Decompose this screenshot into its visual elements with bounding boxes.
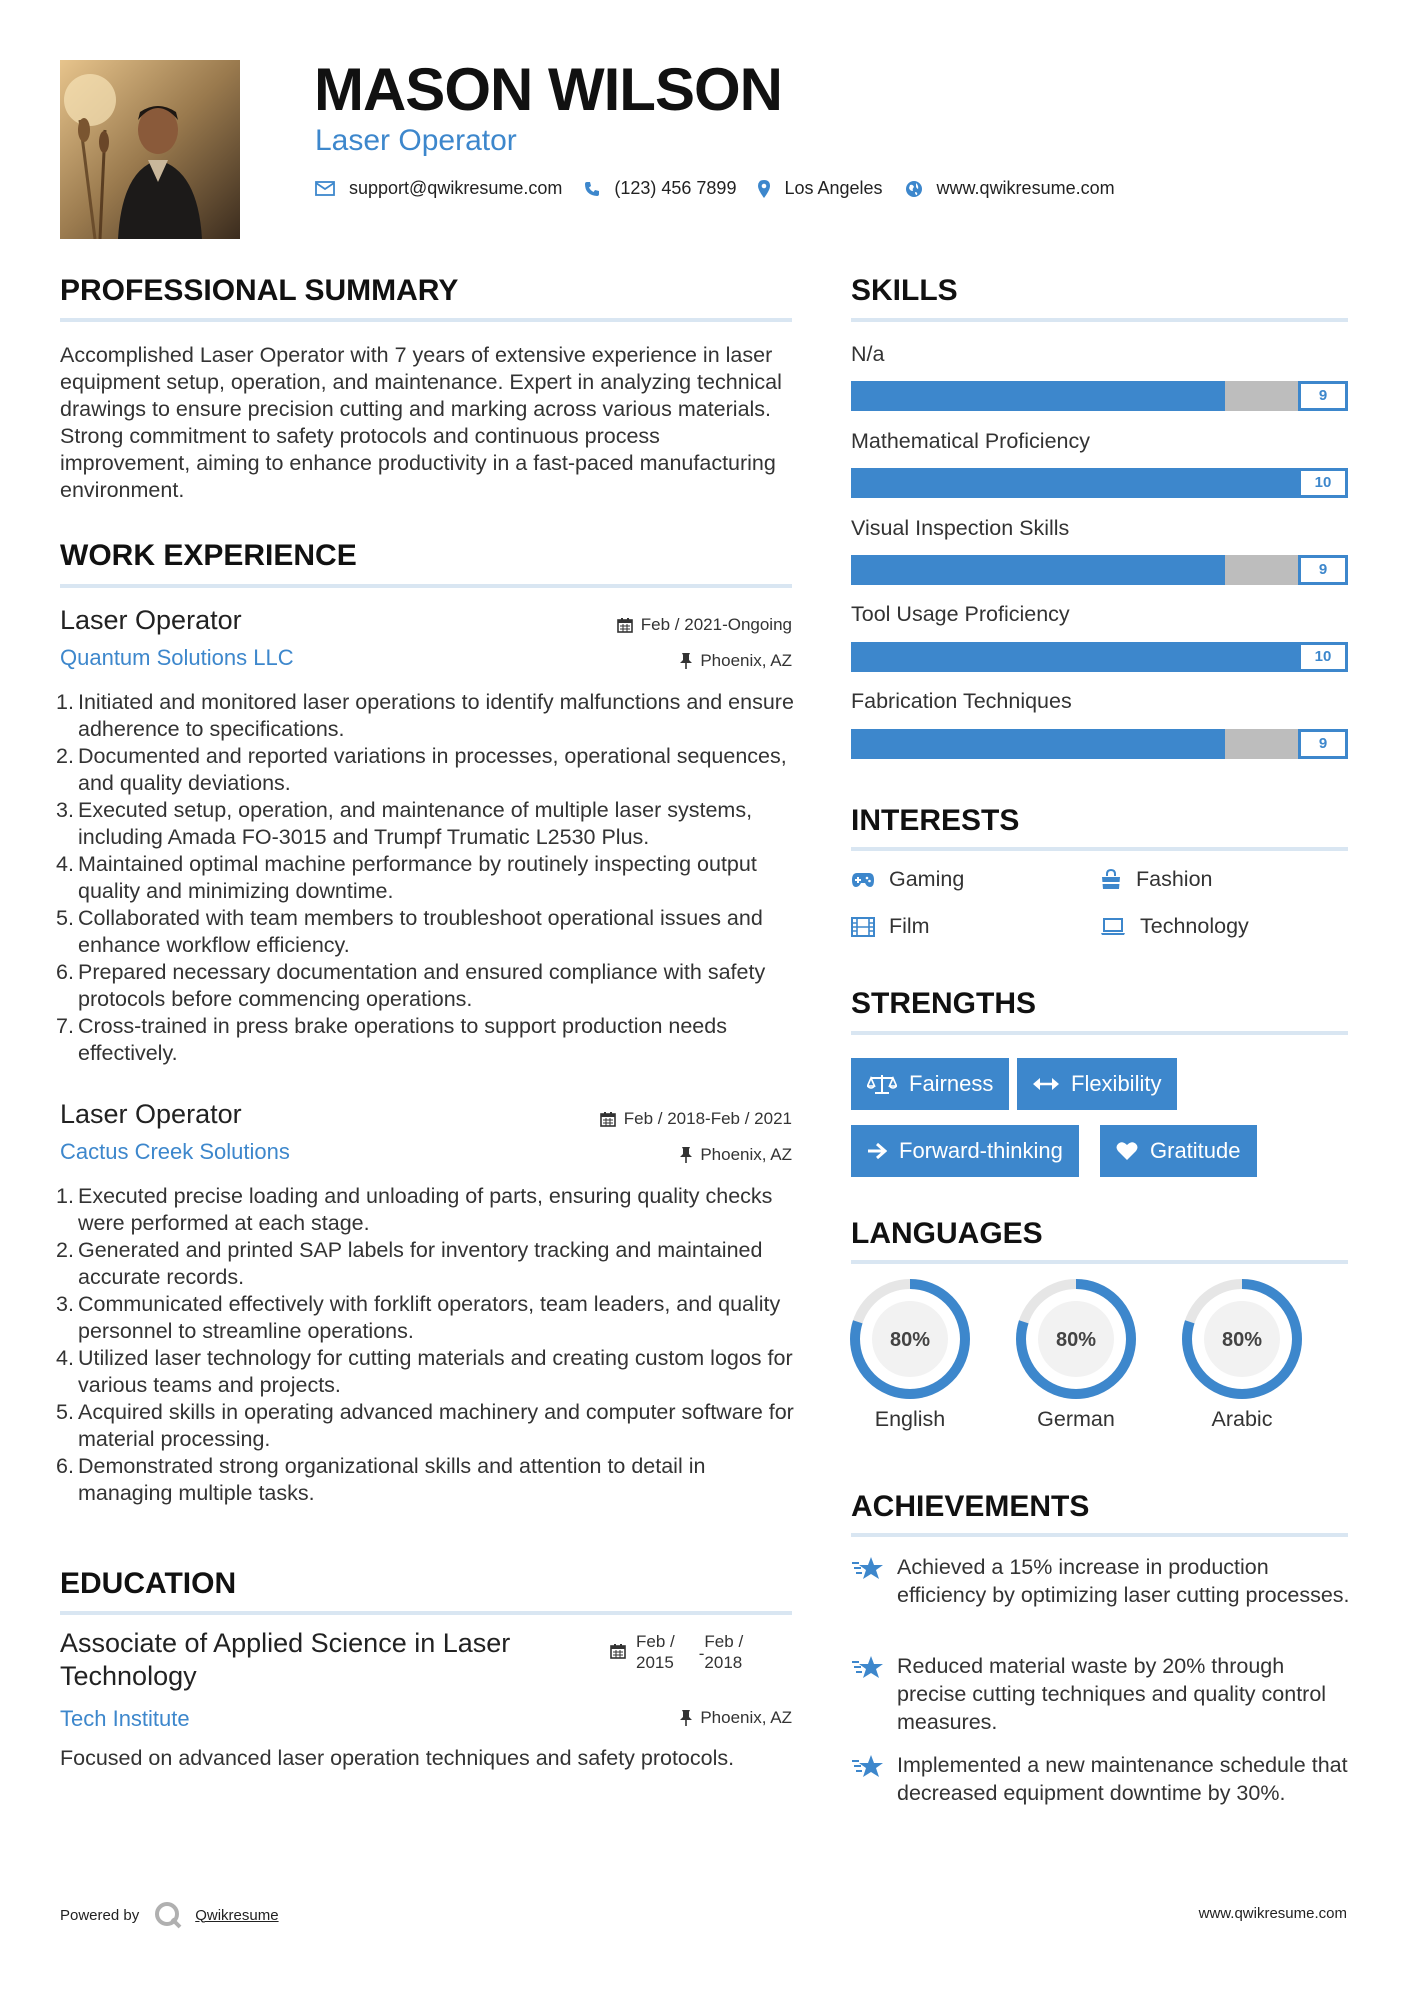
candidate-name: MASON WILSON [314,56,782,123]
language-ring [848,1277,972,1401]
interest-item: Gaming [851,867,964,892]
achievement-text: Achieved a 15% increase in production efficiency by optimizing laser cutting processes. [897,1555,1350,1607]
list-item: 5. Collaborated with team members to troubleshoot operational issues and enhance workflow efficiency. [56,906,763,957]
experience-heading: WORK EXPERIENCE [60,539,357,572]
arrows-horizontal-icon [1033,1077,1059,1091]
job-location [680,1145,792,1165]
interest-item: Fashion [1100,867,1213,892]
skill-bar [851,555,1348,585]
skill-score: 9 [1298,729,1348,759]
interest-item: Technology [1100,914,1249,939]
list-item: 7. Cross-trained in press brake operations to support production needs effectively. [56,1014,727,1065]
strength-tag: Flexibility [1017,1058,1177,1110]
achievement-item [851,1553,1351,1609]
job-company: Cactus Creek Solutions [60,1139,290,1164]
skill-bar-fill [851,468,1348,498]
achievement-text: Implemented a new maintenance schedule that decreased equipment downtime by 30%. [897,1753,1348,1805]
skill-bar-fill [851,555,1225,585]
skill-score: 9 [1298,381,1348,411]
job-location [680,651,792,671]
list-item: 2. Documented and reported variations in processes, operational sequences, and quality deviations. [56,744,787,795]
language-ring [1180,1277,1304,1401]
job-dates [600,1109,792,1129]
calendar-icon [610,1643,626,1659]
skill-score: 9 [1298,555,1348,585]
profile-photo [60,60,240,239]
job-bullets [56,689,800,1067]
skill-label: Visual Inspection Skills [851,516,1070,540]
shopping-bag-icon [1100,869,1122,891]
powered-by-label: Powered by [60,1906,140,1924]
education-heading: EDUCATION [60,1567,237,1600]
list-item: 4. Maintained optimal machine performance by routinely inspecting output quality and minimizing downtime. [56,852,757,903]
skill-score: 10 [1298,642,1348,672]
balance-scale-icon [867,1073,897,1095]
language-name: Arabic [1211,1407,1273,1431]
job-dates-text: Feb / 2021-Ongoing [640,615,792,634]
heart-icon [1116,1141,1138,1161]
list-item: 1. Initiated and monitored laser operations to identify malfunctions and ensure adherence to specifications. [56,690,794,741]
education-start: Feb / 2015 [636,1632,675,1672]
pushpin-icon [680,1710,692,1726]
film-icon [851,917,875,937]
interests-divider [851,847,1348,851]
star-icon [851,1654,885,1682]
phone-text: (123) 456 7899 [614,178,737,198]
laptop-icon [1100,918,1126,936]
skill-bar [851,381,1348,411]
skill-bar [851,642,1348,672]
language-percent: 80% [1055,1329,1097,1351]
footer-url[interactable]: www.qwikresume.com [1198,1905,1347,1922]
achievement-item [851,1652,1351,1736]
star-icon [851,1555,885,1583]
experience-divider [60,584,792,588]
pushpin-icon [680,653,692,669]
education-location [680,1708,792,1728]
job-dates [617,615,792,635]
skill-label: Mathematical Proficiency [851,429,1090,453]
list-item: 6. Prepared necessary documentation and ensured compliance with safety protocols before commencing operations. [56,960,766,1011]
location-text: Los Angeles [784,178,883,198]
strengths-divider [851,1031,1348,1035]
email-text: support@qwikresume.com [349,178,563,198]
interests-heading: INTERESTS [851,804,1020,837]
job-location-text: Phoenix, AZ [700,651,792,670]
job-title: Laser Operator [60,1099,242,1129]
map-pin-icon [758,180,770,198]
list-item: 2. Generated and printed SAP labels for inventory tracking and maintained accurate records. [56,1238,763,1289]
education-divider [60,1611,792,1615]
list-item: 5. Acquired skills in operating advanced machinery and computer software for material processing. [56,1400,794,1451]
globe-icon [905,180,923,198]
contact-website[interactable] [905,178,1115,199]
education-location-text: Phoenix, AZ [700,1708,792,1727]
interest-item: Film [851,914,930,939]
languages-heading: LANGUAGES [851,1217,1043,1250]
skill-score: 10 [1298,468,1348,498]
contact-bar [315,178,1137,199]
language-item [1014,1277,1138,1432]
envelope-icon [315,181,335,196]
achievements-heading: ACHIEVEMENTS [851,1490,1090,1523]
contact-email[interactable] [315,178,562,199]
education-dates [610,1631,743,1673]
skills-divider [851,318,1348,322]
skill-bar-fill [851,381,1225,411]
language-item [848,1277,972,1432]
skill-bar [851,729,1348,759]
job-dates-text: Feb / 2018-Feb / 2021 [623,1109,792,1128]
job-company: Quantum Solutions LLC [60,645,294,670]
summary-divider [60,318,792,322]
achievement-text: Reduced material waste by 20% through precise cutting techniques and quality control measures. [897,1654,1327,1734]
list-item: 1. Executed precise loading and unloading of parts, ensuring quality checks were performed at each stage. [56,1184,773,1235]
contact-phone[interactable] [584,178,736,199]
calendar-icon [617,617,633,633]
language-ring [1014,1277,1138,1401]
strength-tag: Gratitude [1100,1125,1257,1177]
education-degree: Associate of Applied Science in Laser Technology [60,1628,511,1691]
footer-powered-by [60,1900,279,1930]
arrow-right-icon [867,1142,887,1160]
language-percent: 80% [1221,1329,1263,1351]
education-description: Focused on advanced laser operation techniques and safety protocols. [60,1746,735,1770]
education-date-sep: - [698,1644,705,1663]
language-percent: 80% [889,1329,931,1351]
language-name: German [1037,1407,1115,1431]
gamepad-icon [851,872,875,888]
summary-heading: PROFESSIONAL SUMMARY [60,274,459,307]
candidate-title: Laser Operator [315,124,517,157]
skills-heading: SKILLS [851,274,958,307]
star-icon [851,1753,885,1781]
skill-label: Fabrication Techniques [851,689,1072,713]
skill-label: N/a [851,342,885,366]
job-bullets [56,1183,800,1507]
languages-divider [851,1260,1348,1264]
skill-bar-fill [851,642,1348,672]
education-end: Feb / 2018 [704,1632,744,1672]
job-location-text: Phoenix, AZ [700,1145,792,1164]
language-name: English [874,1407,946,1431]
phone-icon [584,181,600,197]
strength-tag: Forward-thinking [851,1125,1079,1177]
calendar-icon [600,1111,616,1127]
list-item: 3. Executed setup, operation, and maintenance of multiple laser systems, including Amada FO-3015 and Trumpf Trumatic L2530 Plus. [56,798,753,849]
skill-bar-fill [851,729,1225,759]
list-item: 6. Demonstrated strong organizational skills and attention to detail in managing multiple tasks. [56,1454,706,1505]
website-text: www.qwikresume.com [936,178,1115,198]
skill-label: Tool Usage Proficiency [851,602,1070,626]
qwikresume-logo-icon [153,1900,183,1930]
achievements-divider [851,1533,1348,1537]
strengths-heading: STRENGTHS [851,987,1037,1020]
strength-tag: Fairness [851,1058,1009,1110]
skill-bar [851,468,1348,498]
summary-text: Accomplished Laser Operator with 7 years of extensive experience in laser equipment setup, operation, and maintenance. Expert in analyzing technical drawings to ensure precision cutting and marking across various materials. Strong commitment to safety protocols and continuous process improvement, aiming to enhance productivity in a fast-paced manufacturing environment. [60,343,782,502]
education-school: Tech Institute [60,1706,190,1731]
contact-location [758,178,882,199]
qwikresume-link[interactable]: Qwikresume [195,1906,279,1924]
list-item: 3. Communicated effectively with forklift operators, team leaders, and quality personnel to streamline operations. [56,1292,781,1343]
list-item: 4. Utilized laser technology for cutting materials and creating custom logos for various teams and projects. [56,1346,793,1397]
language-item [1180,1277,1304,1432]
achievement-item [851,1751,1351,1807]
pushpin-icon [680,1147,692,1163]
job-title: Laser Operator [60,605,242,635]
